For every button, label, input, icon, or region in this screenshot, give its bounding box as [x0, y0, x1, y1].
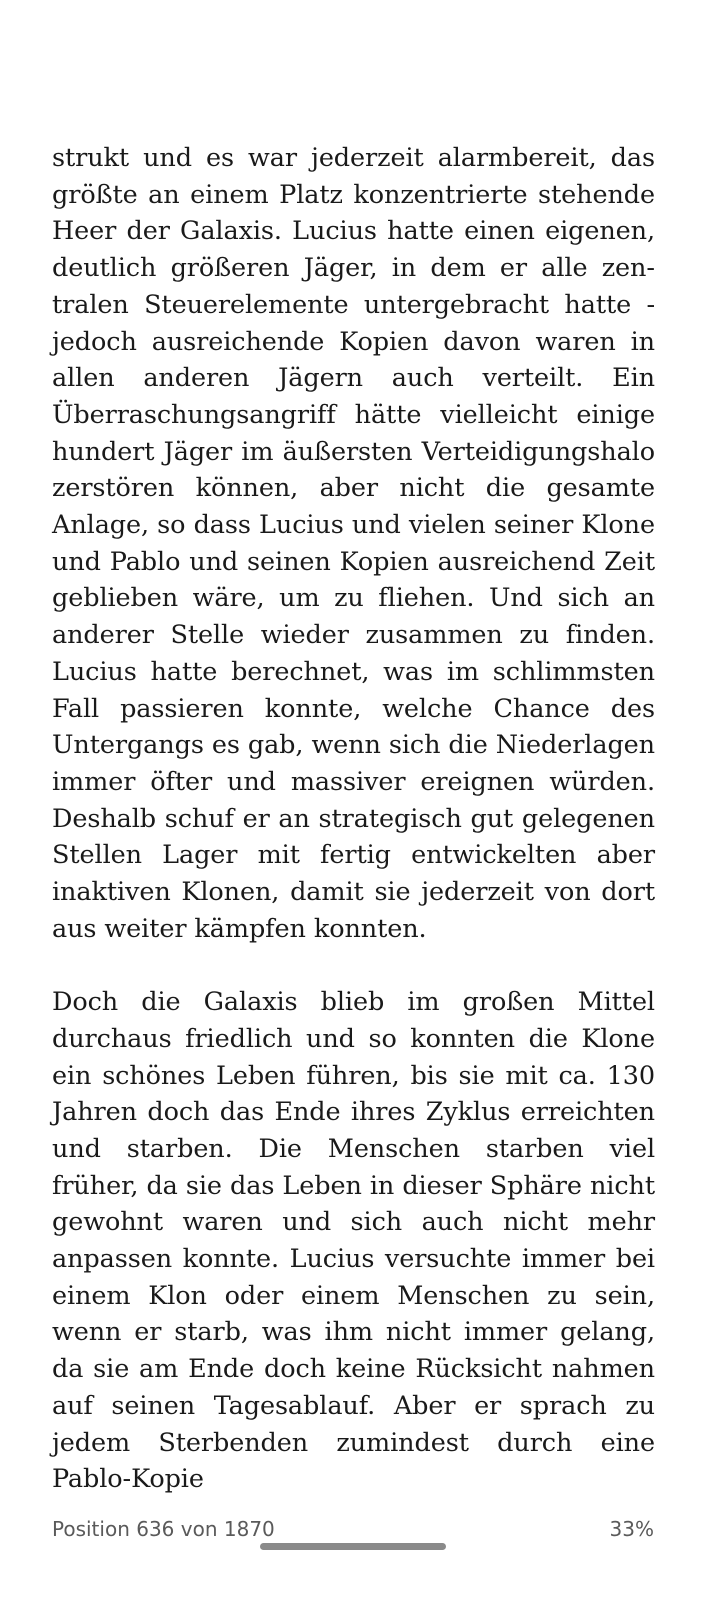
location-indicator: Position 636 von 1870	[52, 1517, 275, 1541]
home-indicator-bar[interactable]	[260, 1543, 446, 1550]
percent-read: 33%	[609, 1517, 654, 1541]
paragraph-2: Doch die Galaxis blieb im großen Mittel durchaus friedlich und so konnten die Klone ein schönes Leben führen, bis sie mit ca. 130 Jahren doch das Ende ihres Zyklus erreichten und starben. Die Menschen starben viel früher, da sie das Leben in dieser Sphäre nicht gewohnt waren und sich auch nicht mehr anpassen konnte. Lucius versuchte immer bei einem Klon oder einem Menschen zu sein, wenn er starb, was ihm nicht immer gelang, da sie am Ende doch keine Rücksicht nahmen auf seinen Tagesablauf. Aber er sprach zu jedem Sterbenden zumindest durch eine Pablo-Kopie	[52, 987, 655, 1495]
book-text[interactable]	[52, 140, 655, 1498]
reading-progress-footer	[52, 1514, 654, 1544]
paragraph-1: strukt und es war jederzeit alarmbereit, das größte an einem Platz konzentrierte stehende Heer der Galaxis. Lucius hatte einen eigenen, deutlich größeren Jäger, in dem er alle zentralen Steuerelemente untergebracht hatte - jedoch ausreichende Kopien davon waren in allen anderen Jägern auch verteilt. Ein Überraschungsangriff hätte vielleicht einige hundert Jäger im äußersten Verteidigungshalo zerstören können, aber nicht die gesamte Anlage, so dass Lucius und vielen seiner Klone und Pablo und seinen Kopien ausreichend Zeit geblieben wäre, um zu fliehen. Und sich an anderer Stelle wieder zusammen zu finden. Lucius hatte berechnet, was im schlimmsten Fall passieren konnte, welche Chance des Untergangs es gab, wenn sich die Niederlagen immer öfter und massiver ereignen würden. Deshalb schuf er an strategisch gut gelegenen Stellen Lager mit fertig entwickelten aber inaktiven Klonen, damit sie jederzeit von dort aus weiter kämpfen konnten.	[52, 143, 655, 944]
